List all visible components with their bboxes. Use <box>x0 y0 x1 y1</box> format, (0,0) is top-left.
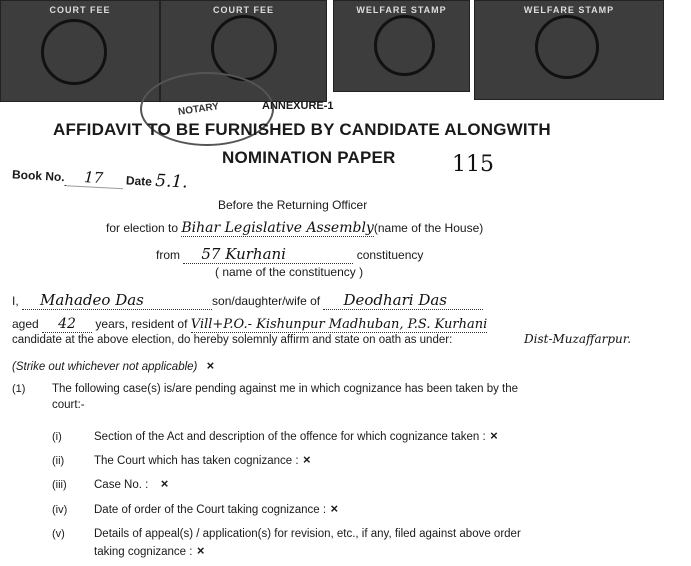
strike-note-row <box>12 358 214 373</box>
stamp-emblem-icon <box>535 15 599 79</box>
address-line2: Dist-Muzaffarpur. <box>524 332 632 346</box>
item-number: (iii) <box>52 479 67 491</box>
case-item-2 <box>52 451 311 469</box>
page-title-line1: AFFIDAVIT TO BE FURNISHED BY CANDIDATE ALONGWITH <box>53 120 551 139</box>
cross-mark: × <box>303 452 311 467</box>
book-no-row <box>12 163 189 192</box>
annexure-label: ANNEXURE-1 <box>262 100 334 112</box>
item-number: (ii) <box>52 455 65 467</box>
from-value: 57 Kurhani <box>201 245 286 263</box>
section-1-text-line1: The following case(s) is/are pending against me in which cognizance has been taken by the <box>52 383 519 395</box>
book-no-value: 17 <box>83 168 104 188</box>
case-item-1 <box>52 427 498 445</box>
address-value: Vill+P.O.- Kishunpur Madhuban, P.S. Kurhani <box>190 317 488 332</box>
item-text-cont: taking cognizance : <box>94 546 193 558</box>
candidate-text: candidate at the above election, do hereby solemnly affirm and state on oath as under: <box>12 334 453 346</box>
stamp-label: WELFARE STAMP <box>356 5 447 15</box>
cross-mark: × <box>206 358 215 373</box>
item-text: The Court which has taken cognizance : <box>94 455 299 467</box>
strike-note: (Strike out whichever not applicable) <box>12 361 198 373</box>
section-1-number: (1) <box>12 383 26 395</box>
case-item-4 <box>52 500 338 518</box>
date-value: 5.1. <box>154 170 189 193</box>
age-value: 42 <box>58 316 76 332</box>
before-returning-officer: Before the Returning Officer <box>218 198 368 212</box>
election-row <box>106 220 483 236</box>
stamp-label: WELFARE STAMP <box>523 5 615 15</box>
constituency-note: ( name of the constituency ) <box>215 265 364 279</box>
stamp-emblem-icon <box>41 19 107 85</box>
seal-text: NOTARY <box>177 101 220 118</box>
i-label: I, <box>12 294 19 308</box>
stamp-emblem-icon <box>211 15 277 81</box>
item-text: Case No. : <box>94 479 149 491</box>
case-item-5-line2 <box>94 542 205 560</box>
case-item-5 <box>52 524 521 542</box>
welfare-stamp-1 <box>333 0 470 92</box>
book-no-label: Book No. <box>11 167 66 185</box>
from-row <box>156 245 423 264</box>
item-number: (i) <box>52 431 62 443</box>
section-1-text-line2: court:- <box>52 399 85 411</box>
date-label: Date <box>125 173 153 189</box>
name-row <box>12 291 483 310</box>
item-number: (v) <box>52 528 65 540</box>
item-text: Section of the Act and description of the offence for which cognizance taken : <box>94 431 486 443</box>
election-prefix: for election to <box>106 221 179 235</box>
candidate-name: Mahadeo Das <box>40 291 144 309</box>
from-label: from <box>156 248 180 262</box>
cross-mark: × <box>330 501 339 516</box>
item-text: Details of appeal(s) / application(s) for revision, etc., if any, filed against above order <box>94 528 521 540</box>
stamp-label: COURT FEE <box>49 5 111 15</box>
stamp-label: COURT FEE <box>212 5 274 15</box>
election-suffix: (name of the House) <box>373 221 484 235</box>
relation-label: son/daughter/wife of <box>212 294 321 308</box>
stamp-emblem-icon <box>374 15 435 76</box>
election-value: Bihar Legislative Assembly <box>181 220 374 236</box>
case-item-3 <box>52 475 168 493</box>
constituency-label: constituency <box>356 248 424 262</box>
item-text: Date of order of the Court taking cognizance : <box>94 504 327 516</box>
cross-mark: × <box>490 428 498 443</box>
welfare-stamp-2 <box>474 0 664 100</box>
age-row <box>12 316 487 333</box>
court-fee-stamp-1 <box>0 0 160 102</box>
resident-label: years, resident of <box>95 317 188 331</box>
page-title-line2: NOMINATION PAPER <box>222 148 396 167</box>
aged-label: aged <box>12 317 39 331</box>
item-number: (iv) <box>52 504 68 516</box>
cross-mark: × <box>196 543 205 558</box>
father-name: Deodhari Das <box>343 291 447 309</box>
cross-mark: × <box>160 476 169 491</box>
side-number: 115 <box>452 152 494 177</box>
